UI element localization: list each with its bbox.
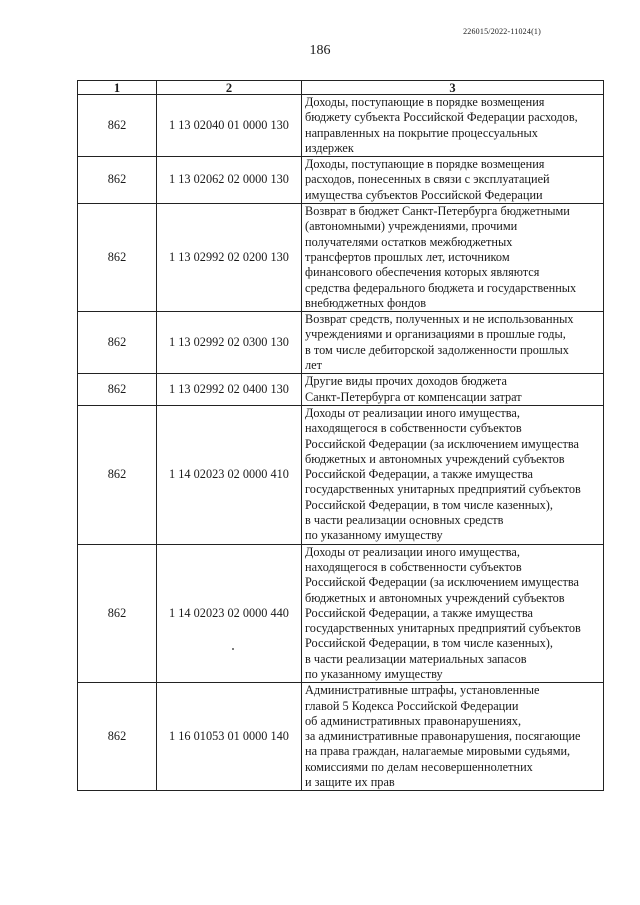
admin-code-cell: 862 bbox=[78, 157, 157, 204]
table-row bbox=[78, 374, 604, 406]
table-body bbox=[78, 95, 604, 791]
table-row bbox=[78, 157, 604, 204]
table-row bbox=[78, 544, 604, 683]
description-cell: Доходы от реализации иного имущества, находящегося в собственности субъектов Российской Федерации (за исключением имущества бюджетных и автономных учреждений субъектов Российской Федерации, а также имущества государственных унитарных предприятий субъектов Российской Федерации, в том числе казенных), в части реализации материальных запасов по указанному имуществу bbox=[302, 544, 604, 683]
column-header-2: 2 bbox=[157, 81, 302, 95]
admin-code-cell: 862 bbox=[78, 405, 157, 544]
admin-code-cell: 862 bbox=[78, 95, 157, 157]
document-id: 226015/2022-11024(1) bbox=[463, 27, 541, 36]
description-cell: Доходы, поступающие в порядке возмещения бюджету субъекта Российской Федерации расходов, направленных на покрытие процессуальных издержек bbox=[302, 95, 604, 157]
admin-code-cell: 862 bbox=[78, 544, 157, 683]
description-cell: Доходы, поступающие в порядке возмещения расходов, понесенных в связи с эксплуатацией имущества субъектов Российской Федерации bbox=[302, 157, 604, 204]
description-cell: Возврат в бюджет Санкт-Петербурга бюджетными (автономными) учреждениями, прочими получателями остатков межбюджетных трансфертов прошлых лет, источником финансового обеспечения которых являются средства федерального бюджета и государственных внебюджетных фондов bbox=[302, 204, 604, 312]
header-row bbox=[78, 81, 604, 95]
budget-code-cell: 1 13 02040 01 0000 130 bbox=[157, 95, 302, 157]
budget-code-cell: 1 13 02062 02 0000 130 bbox=[157, 157, 302, 204]
admin-code-cell: 862 bbox=[78, 374, 157, 406]
table-row bbox=[78, 204, 604, 312]
table-row bbox=[78, 683, 604, 791]
budget-code-cell: 1 13 02992 02 0300 130 bbox=[157, 312, 302, 374]
budget-code-cell: 1 14 02023 02 0000 410 bbox=[157, 405, 302, 544]
admin-code-cell: 862 bbox=[78, 312, 157, 374]
budget-code-cell: 1 13 02992 02 0200 130 bbox=[157, 204, 302, 312]
admin-code-cell: 862 bbox=[78, 683, 157, 791]
column-header-1: 1 bbox=[78, 81, 157, 95]
revenue-codes-table bbox=[77, 80, 604, 791]
description-cell: Административные штрафы, установленные главой 5 Кодекса Российской Федерации об административных правонарушениях, за административные правонарушения, посягающие на права граждан, налагаемые мировыми судьями, комиссиями по делам несовершеннолетних и защите их прав bbox=[302, 683, 604, 791]
description-cell: Другие виды прочих доходов бюджета Санкт-Петербурга от компенсации затрат bbox=[302, 374, 604, 406]
column-header-3: 3 bbox=[302, 81, 604, 95]
admin-code-cell: 862 bbox=[78, 204, 157, 312]
page-number: 186 bbox=[309, 43, 331, 58]
budget-code-cell: 1 14 02023 02 0000 440 bbox=[157, 544, 302, 683]
budget-code-cell: 1 13 02992 02 0400 130 bbox=[157, 374, 302, 406]
description-cell: Доходы от реализации иного имущества, находящегося в собственности субъектов Российской Федерации (за исключением имущества бюджетных и автономных учреждений субъектов Российской Федерации, а также имущества государственных унитарных предприятий субъектов Российской Федерации, в том числе казенных), в части реализации основных средств по указанному имуществу bbox=[302, 405, 604, 544]
table-header bbox=[78, 81, 604, 95]
scan-speck bbox=[232, 648, 234, 650]
budget-code-cell: 1 16 01053 01 0000 140 bbox=[157, 683, 302, 791]
table-row bbox=[78, 312, 604, 374]
table-row bbox=[78, 405, 604, 544]
description-cell: Возврат средств, полученных и не использованных учреждениями и организациями в прошлые годы, в том числе дебиторской задолженности прошлых лет bbox=[302, 312, 604, 374]
table-row bbox=[78, 95, 604, 157]
